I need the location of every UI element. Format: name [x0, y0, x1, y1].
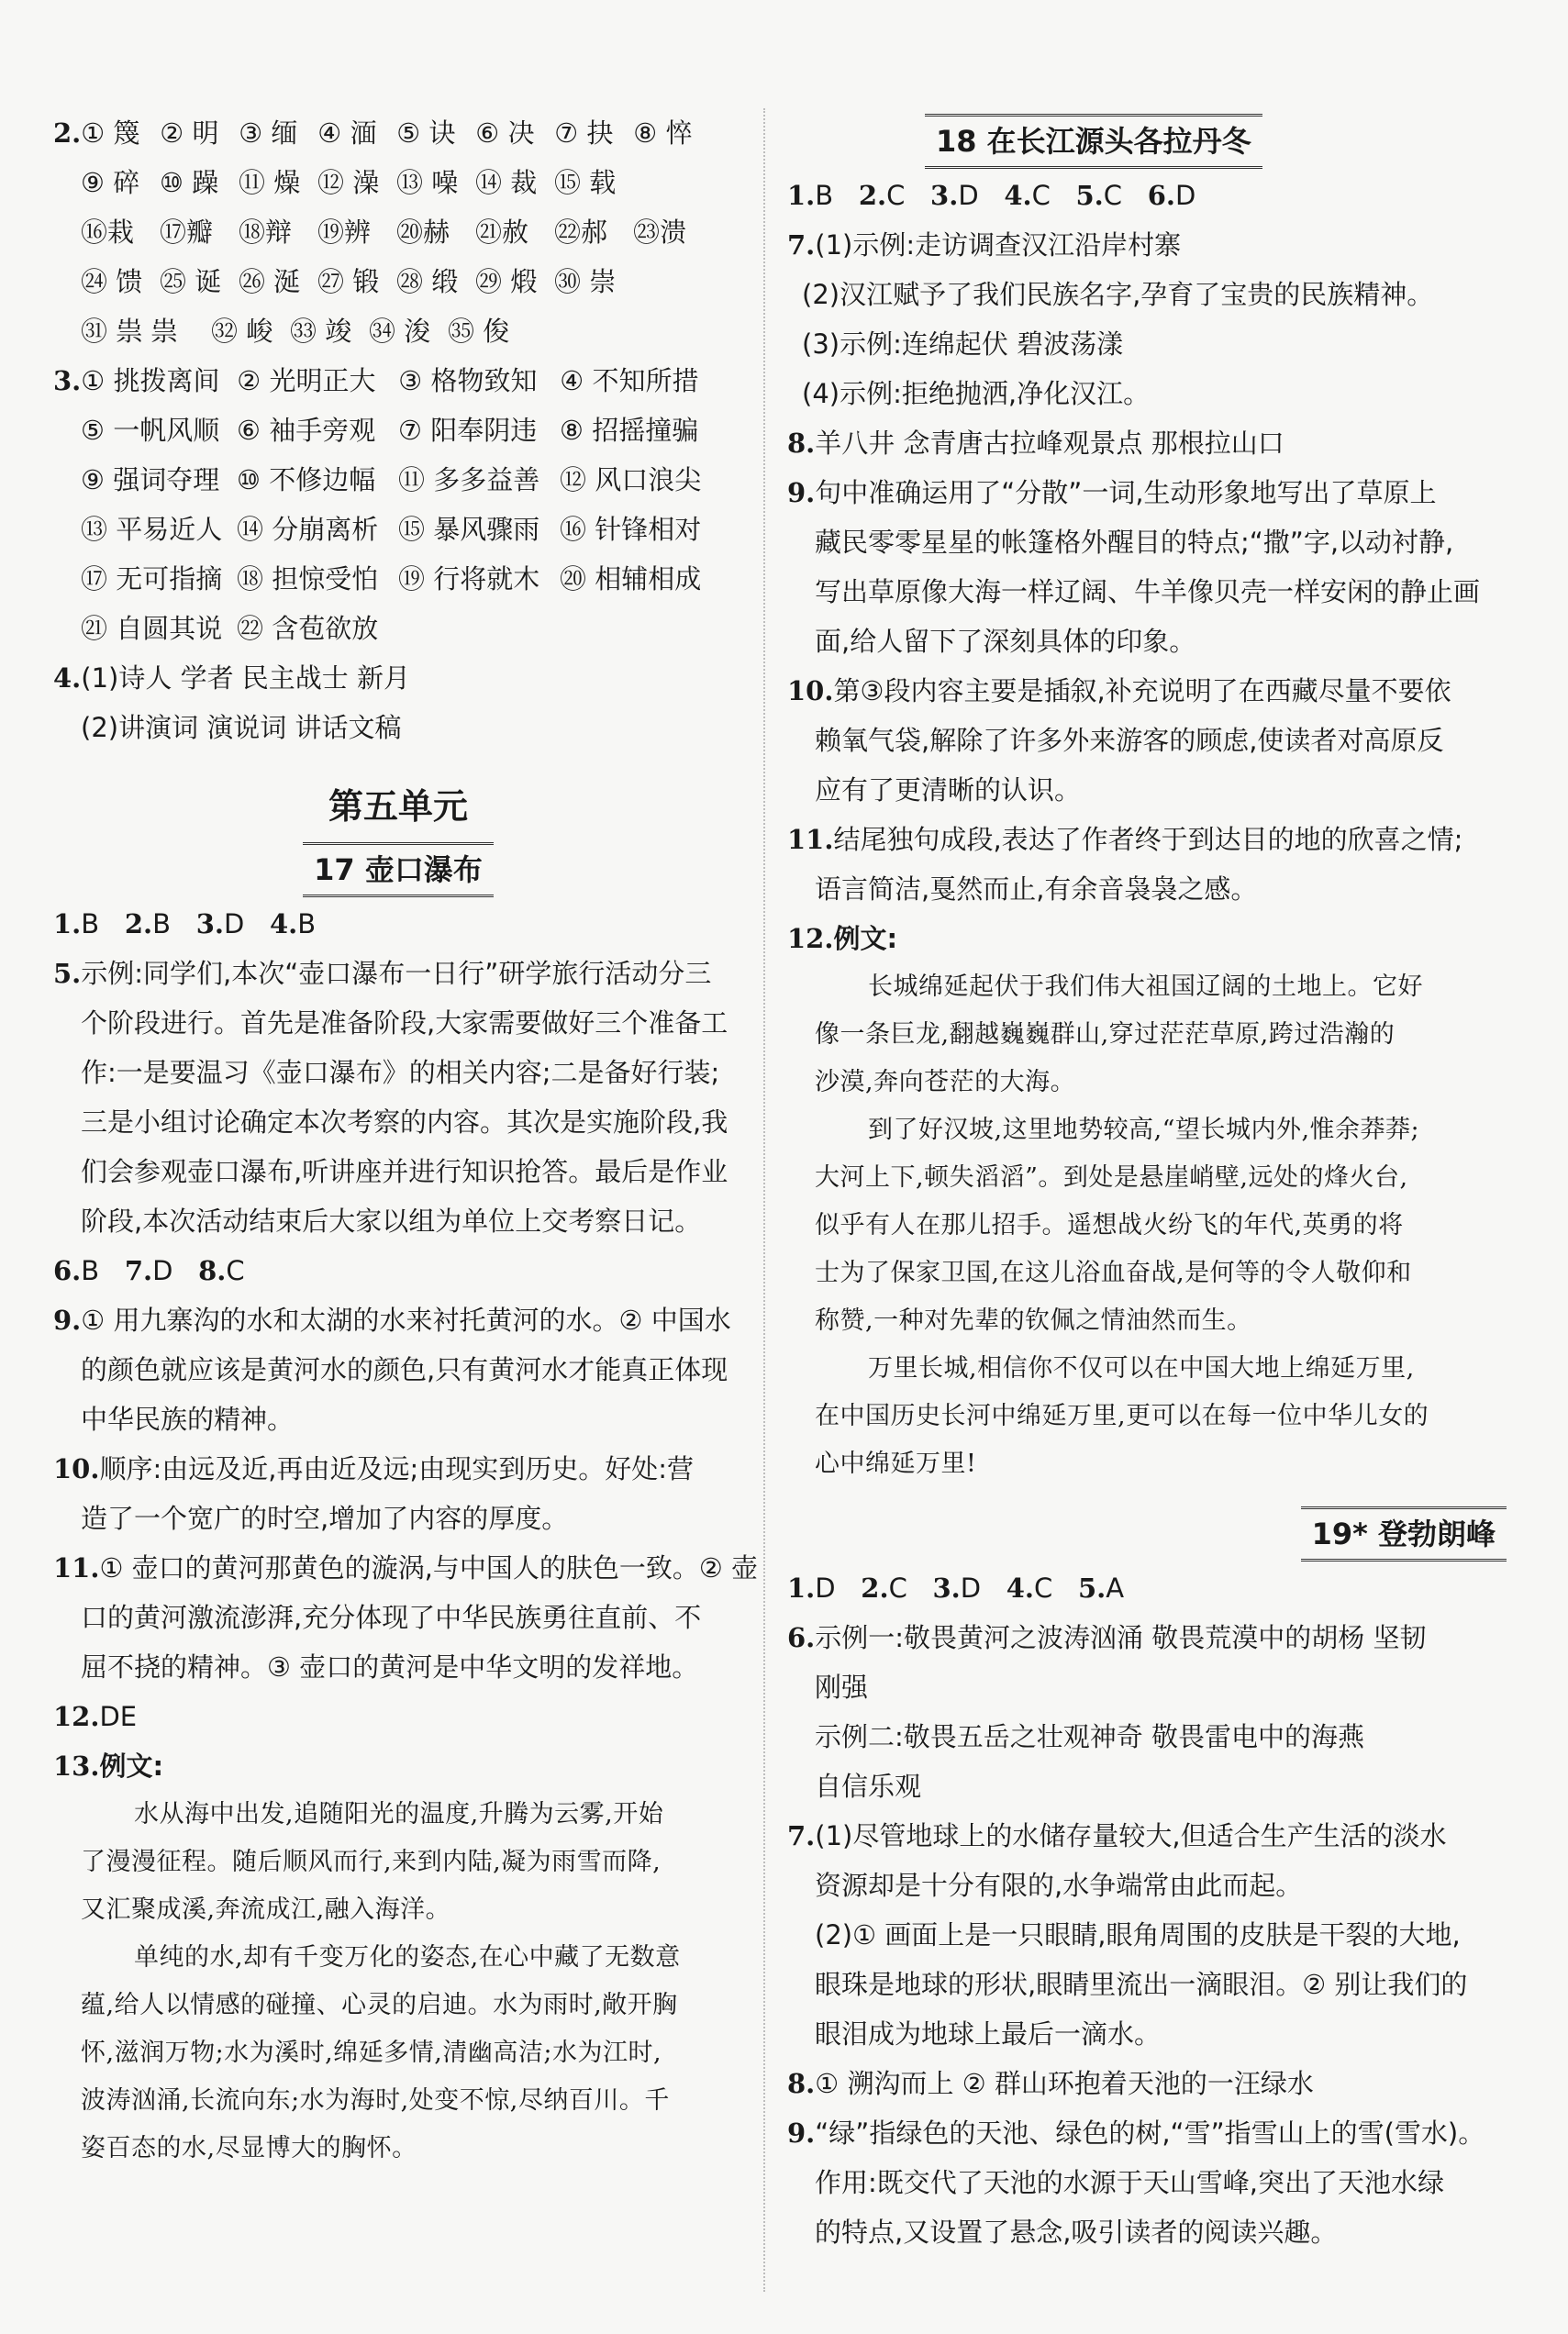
essay-line: 又汇聚成溪,奔流成江,融入海洋。 — [81, 1895, 451, 1924]
answer-line: ⑤ 一帆风顺 ⑥ 袖手旁观 ⑦ 阳奉阴违 ⑧ 招摇撞骗 — [81, 415, 699, 446]
answer-line: 的特点,又设置了悬念,吸引读者的阅读兴趣。 — [815, 2217, 1338, 2248]
essay-line: 在中国历史长河中绵延万里,更可以在每一位中华儿女的 — [815, 1402, 1429, 1430]
answer-line: ⑬ 平易近人 ⑭ 分崩离析 ⑮ 暴风骤雨 ⑯ 针锋相对 — [81, 514, 702, 545]
essay-line: 像一条巨龙,翻越巍巍群山,穿过茫茫草原,跨过浩瀚的 — [815, 1020, 1396, 1049]
essay-line: 波涛汹涌,长流向东;水为海时,处变不惊,尽纳百川。千 — [81, 2086, 670, 2115]
answer-line: 1.B 2.C 3.D 4.C 5.C 6.D — [787, 180, 1196, 211]
answer-line: 作:一是要温习《壶口瀑布》的相关内容;二是备好行装; — [81, 1057, 720, 1088]
essay-line: 怀,滋润万物;水为溪时,绵延多情,清幽高洁;水为江时, — [81, 2039, 662, 2067]
essay-line: 姿百态的水,尽显博大的胸怀。 — [81, 2134, 417, 2162]
answer-line: 的颜色就应该是黄河水的颜色,只有黄河水才能真正体现 — [81, 1354, 728, 1385]
answer-line: 面,给人留下了深刻具体的印象。 — [815, 626, 1196, 657]
answer-line: 中华民族的精神。 — [81, 1404, 295, 1435]
answer-line: 语言简洁,戛然而止,有余音袅袅之感。 — [815, 873, 1258, 905]
question-number: 4. — [53, 662, 82, 694]
answer-line: 7.(1)示例:走访调查汉江沿岸村寨 — [787, 229, 1182, 261]
answer-line: 10.顺序:由远及近,再由近及远;由现实到历史。好处:营 — [53, 1453, 694, 1484]
answer-line: ⑨ 强词夺理 ⑩ 不修边幅 ⑪ 多多益善 ⑫ 风口浪尖 — [81, 464, 702, 495]
right-column — [787, 108, 1521, 2257]
answer-line: 作用:既交代了天池的水源于天山雪峰,突出了天池水绿 — [815, 2167, 1444, 2198]
left-column — [53, 108, 759, 2173]
essay-line: 沙漠,奔向苍茫的大海。 — [815, 1068, 1076, 1096]
unit-heading: 第五单元 — [328, 786, 468, 827]
answer-line: 12.例文: — [787, 923, 898, 954]
answer-line: 12.DE — [53, 1701, 138, 1732]
question-number: 2. — [53, 117, 82, 149]
answer-line: 刚强 — [815, 1672, 869, 1703]
answer-line: (2)① 画面上是一只眼睛,眼角周围的皮肤是干裂的大地, — [815, 1919, 1461, 1951]
answer-line: 屈不挠的精神。③ 壶口的黄河是中华文明的发祥地。 — [81, 1651, 699, 1683]
answer-line: ⑨ 碎 ⑩ 躁 ⑪ 燥 ⑫ 澡 ⑬ 噪 ⑭ 裁 ⑮ 载 — [81, 167, 617, 198]
answer-line: ⑯栽 ⑰瓣 ⑱辩 ⑲辨 ⑳赫 ㉑赦 ㉒郝 ㉓溃 — [81, 217, 687, 248]
answer-line: 个阶段进行。首先是准备阶段,大家需要做好三个准备工 — [81, 1007, 728, 1039]
answer-line: 三是小组讨论确定本次考察的内容。其次是实施阶段,我 — [81, 1106, 728, 1138]
answer-line: 眼珠是地球的形状,眼睛里流出一滴眼泪。② 别让我们的 — [815, 1969, 1468, 2000]
answer-line: ㉛ 祟 祟 ㉜ 峻 ㉝ 竣 ㉞ 浚 ㉟ 俊 — [81, 316, 510, 347]
essay-line: 士为了保家卫国,在这儿浴血奋战,是何等的令人敬仰和 — [815, 1259, 1412, 1287]
answer-line: 写出草原像大海一样辽阔、牛羊像贝壳一样安闲的静止画 — [815, 576, 1481, 607]
answer-line: 眼泪成为地球上最后一滴水。 — [815, 2018, 1162, 2050]
answer-line: 11.① 壶口的黄河那黄色的漩涡,与中国人的肤色一致。② 壶 — [53, 1552, 759, 1584]
answer-line: ⑰ 无可指摘 ⑱ 担惊受怕 ⑲ 行将就木 ⑳ 相辅相成 — [81, 563, 702, 595]
answer-line: 4.(1)诗人 学者 民主战士 新月 — [53, 662, 411, 694]
section-title: 19* 登勃朗峰 — [1301, 1506, 1507, 1562]
essay-line: 单纯的水,却有千变万化的姿态,在心中藏了无数意 — [134, 1943, 681, 1972]
essay-line: 似乎有人在那儿招手。遥想战火纷飞的年代,英勇的将 — [815, 1211, 1404, 1239]
essay-line: 到了好汉坡,这里地势较高,“望长城内外,惟余莽莽; — [868, 1116, 1420, 1144]
section-header — [787, 1501, 1521, 1563]
answer-line: 自信乐观 — [815, 1771, 922, 1802]
answer-line: 口的黄河激流澎湃,充分体现了中华民族勇往直前、不 — [81, 1602, 702, 1633]
section-title: 17 壶口瀑布 — [303, 842, 494, 897]
section-header — [787, 108, 1521, 171]
answer-line: 资源却是十分有限的,水争端常由此而起。 — [815, 1870, 1303, 1901]
column-divider — [763, 108, 765, 2292]
answer-line: 8.① 溯沟而上 ② 群山环抱着天池的一汪绿水 — [787, 2068, 1314, 2099]
answer-line: 们会参观壶口瀑布,听讲座并进行知识抢答。最后是作业 — [81, 1156, 728, 1187]
essay-line: 长城绵延起伏于我们伟大祖国辽阔的土地上。它好 — [868, 972, 1423, 1001]
answer-line: ㉔ 馈 ㉕ 诞 ㉖ 涎 ㉗ 锻 ㉘ 缎 ㉙ 煅 ㉚ 崇 — [81, 266, 617, 297]
answer-line: 10.第③段内容主要是插叙,补充说明了在西藏尽量不要依 — [787, 675, 1451, 706]
section-title: 18 在长江源头各拉丹冬 — [925, 114, 1262, 169]
answer-line: 赖氧气袋,解除了许多外来游客的顾虑,使读者对高原反 — [815, 725, 1444, 756]
answer-line: (2)汉江赋予了我们民族名字,孕育了宝贵的民族精神。 — [802, 279, 1434, 310]
question-number: 3. — [53, 365, 82, 396]
answer-line: 9.① 用九寨沟的水和太湖的水来衬托黄河的水。② 中国水 — [53, 1305, 731, 1336]
answer-line: 9.“绿”指绿色的天池、绿色的树,“雪”指雪山上的雪(雪水)。 — [787, 2117, 1485, 2149]
answer-line: 8.羊八井 念青唐古拉峰观景点 那根拉山口 — [787, 428, 1284, 459]
essay-line: 万里长城,相信你不仅可以在中国大地上绵延万里, — [868, 1354, 1415, 1383]
answer-line: 5.示例:同学们,本次“壶口瀑布一日行”研学旅行活动分三 — [53, 958, 712, 989]
answer-line: 1.B 2.B 3.D 4.B — [53, 908, 317, 939]
answer-line: (3)示例:连绵起伏 碧波荡漾 — [802, 328, 1124, 360]
answer-line: (2)讲演词 演说词 讲话文稿 — [81, 712, 402, 743]
answer-line: 6.示例一:敬畏黄河之波涛汹涌 敬畏荒漠中的胡杨 坚韧 — [787, 1622, 1427, 1653]
answer-line: 13.例文: — [53, 1750, 164, 1782]
essay-line: 水从海中出发,追随阳光的温度,升腾为云雾,开始 — [134, 1800, 664, 1828]
essay-line: 蕴,给人以情感的碰撞、心灵的启迪。水为雨时,敞开胸 — [81, 1991, 678, 2019]
essay-line: 大河上下,顿失滔滔”。到处是悬崖峭壁,远处的烽火台, — [815, 1163, 1408, 1192]
answer-line: 造了一个宽广的时空,增加了内容的厚度。 — [81, 1503, 569, 1534]
answer-line: 藏民零零星星的帐篷格外醒目的特点;“撒”字,以动衬静, — [815, 527, 1454, 558]
answer-line: 1.D 2.C 3.D 4.C 5.A — [787, 1573, 1125, 1604]
answer-line: (4)示例:拒绝抛洒,净化汉江。 — [802, 378, 1151, 409]
answer-line: 应有了更清晰的认识。 — [815, 774, 1082, 806]
answer-line: 9.句中准确运用了“分散”一词,生动形象地写出了草原上 — [787, 477, 1437, 508]
answer-line: 7.(1)尽管地球上的水储存量较大,但适合生产生活的淡水 — [787, 1820, 1447, 1851]
essay-line: 心中绵延万里! — [815, 1450, 977, 1478]
answer-line: 2.① 篾 ② 明 ③ 缅 ④ 湎 ⑤ 诀 ⑥ 决 ⑦ 抉 ⑧ 悴 — [53, 117, 693, 149]
answer-line: 6.B 7.D 8.C — [53, 1255, 245, 1286]
answer-line: 11.结尾独句成段,表达了作者终于到达目的地的欣喜之情; — [787, 824, 1463, 855]
essay-line: 了漫漫征程。随后顺风而行,来到内陆,凝为雨雪而降, — [81, 1848, 662, 1876]
section-header — [53, 837, 743, 899]
answer-line: 3.① 挑拨离间 ② 光明正大 ③ 格物致知 ④ 不知所措 — [53, 365, 699, 396]
essay-line: 称赞,一种对先辈的钦佩之情油然而生。 — [815, 1306, 1252, 1335]
answer-line: ㉑ 自圆其说 ㉒ 含苞欲放 — [81, 613, 379, 644]
answer-line: 阶段,本次活动结束后大家以组为单位上交考察日记。 — [81, 1206, 702, 1237]
answer-line: 示例二:敬畏五岳之壮观神奇 敬畏雷电中的海燕 — [815, 1721, 1364, 1752]
